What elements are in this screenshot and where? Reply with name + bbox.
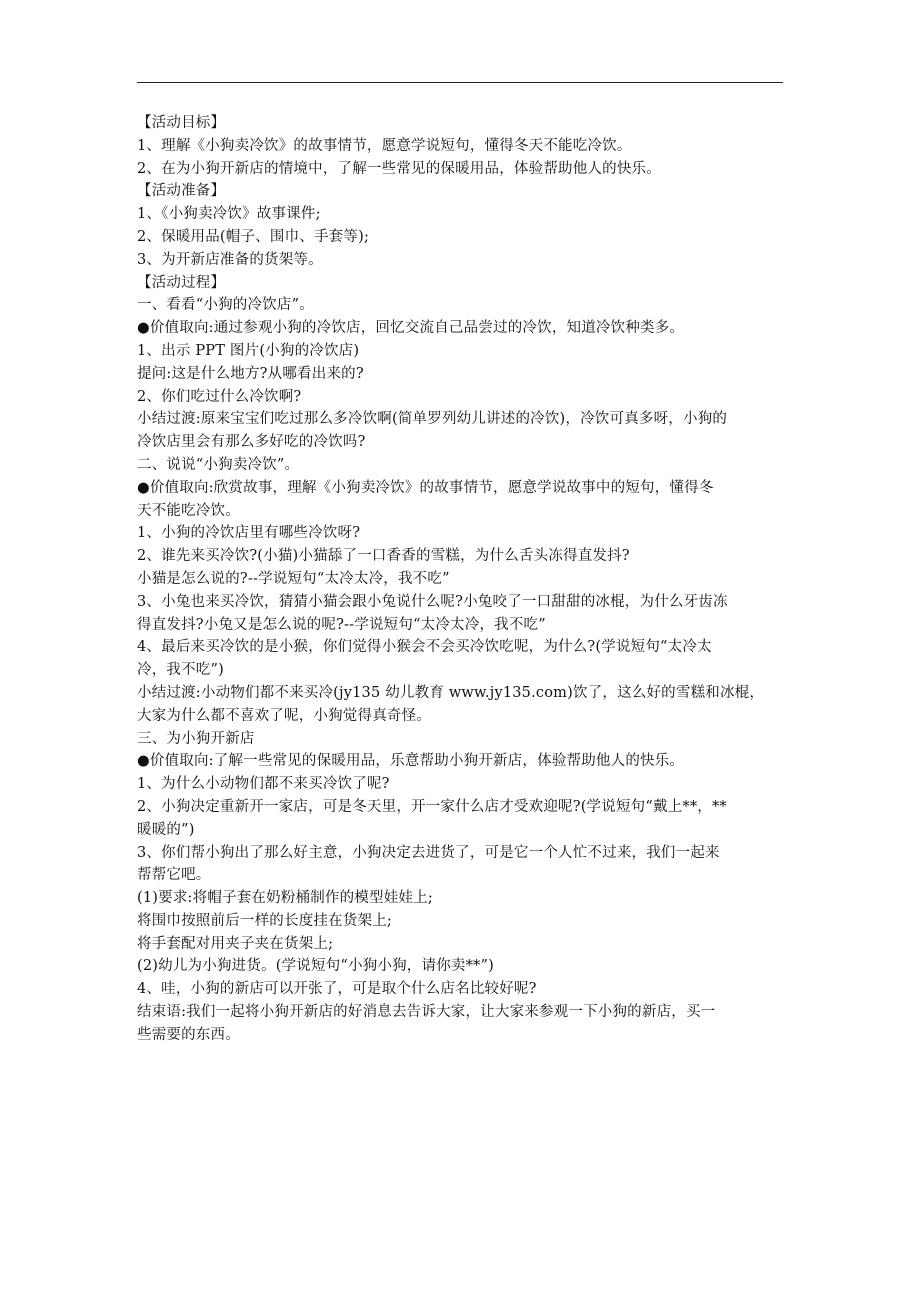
text-line: 暖暖的”) (137, 821, 195, 838)
text-line: 将围巾按照前后一样的长度挂在货架上; (137, 912, 392, 929)
text-line: 2、在为小狗开新店的情境中，了解一些常见的保暖用品，体验帮助他人的快乐。 (137, 160, 661, 177)
text-line: 些需要的东西。 (137, 1026, 240, 1043)
text-line: 一、看看“小狗的冷饮店”。 (137, 297, 314, 314)
text-line: 【活动过程】 (137, 274, 226, 291)
text-line: (2)幼儿为小狗进货。(学说短句“小狗小狗，请你卖**”) (137, 958, 494, 975)
text-line: 1、《小狗卖冷饮》故事课件; (137, 206, 321, 223)
text-line: 小结过渡:小动物们都不来买冷(jy135 幼儿教育 www.jy135.com)饮了，这么好的雪糕和冰棍， (137, 684, 765, 701)
text-line: 1、小狗的冷饮店里有哪些冷饮呀? (137, 525, 361, 542)
text-line: 大家为什么都不喜欢了呢，小狗觉得真奇怪。 (137, 707, 431, 724)
text-line: 【活动准备】 (137, 183, 226, 200)
text-line: 3、为开新店准备的货架等。 (137, 251, 323, 268)
text-line: 小猫是怎么说的?--学说短句“太冷太冷，我不吃” (137, 570, 450, 587)
text-line: 1、出示 PPT 图片(小狗的冷饮店) (137, 342, 360, 359)
text-line: 3、小兔也来买冷饮，猜猜小猫会跟小兔说什么呢?小兔咬了一口甜甜的冰棍，为什么牙齿冻 (137, 593, 728, 610)
text-line: 提问:这是什么地方?从哪看出来的? (137, 365, 364, 382)
text-line: 冷饮店里会有那么多好吃的冷饮吗? (137, 434, 366, 451)
text-line: 帮帮它吧。 (137, 867, 211, 884)
text-line: ●价值取向:通过参观小狗的冷饮店，回忆交流自己品尝过的冷饮，知道冷饮种类多。 (137, 320, 685, 337)
text-line: 得直发抖?小兔又是怎么说的呢?--学说短句“太冷太冷，我不吃” (137, 616, 546, 633)
text-line: 【活动目标】 (137, 115, 226, 131)
text-line: 4、最后来买冷饮的是小猴，你们觉得小猴会不会买冷饮吃呢，为什么?(学说短句“太冷太 (137, 639, 712, 656)
text-line: 4、哇，小狗的新店可以开张了，可是取个什么店名比较好呢? (137, 981, 537, 998)
text-line: 2、保暖用品(帽子、围巾、手套等); (137, 228, 370, 245)
text-line: 小结过渡:原来宝宝们吃过那么多冷饮啊(简单罗列幼儿讲述的冷饮)，冷饮可真多呀，小狗的 (137, 411, 728, 428)
text-line: 冷，我不吃”) (137, 662, 224, 679)
text-line: 2、谁先来买冷饮?(小猫)小猫舔了一口香香的雪糕，为什么舌头冻得直发抖? (137, 548, 630, 565)
text-line: 将手套配对用夹子夹在货架上; (137, 935, 334, 952)
header-rule (137, 82, 783, 83)
text-line: ●价值取向:了解一些常见的保暖用品，乐意帮助小狗开新店，体验帮助他人的快乐。 (137, 753, 685, 770)
text-line: 1、理解《小狗卖冷饮》的故事情节，愿意学说短句，懂得冬天不能吃冷饮。 (137, 137, 632, 154)
text-line: 3、你们帮小狗出了那么好主意，小狗决定去进货了，可是它一个人忙不过来，我们一起来 (137, 844, 720, 861)
text-line: 2、小狗决定重新开一家店，可是冬天里，开一家什么店才受欢迎呢?(学说短句“戴上**，** (137, 798, 727, 815)
document-body (137, 112, 785, 1047)
text-line: 1、为什么小动物们都不来买冷饮了呢? (137, 776, 390, 793)
text-line: 天不能吃冷饮。 (137, 502, 240, 519)
text-line: ●价值取向:欣赏故事，理解《小狗卖冷饮》的故事情节，愿意学说故事中的短句，懂得冬 (137, 479, 714, 496)
text-line: 2、你们吃过什么冷饮啊? (137, 388, 302, 405)
text-line: (1)要求:将帽子套在奶粉桶制作的模型娃娃上; (137, 890, 433, 907)
text-line: 三、为小狗开新店 (137, 730, 255, 747)
text-line: 二、说说“小狗卖冷饮”。 (137, 456, 300, 473)
text-line: 结束语:我们一起将小狗开新店的好消息去告诉大家，让大家来参观一下小狗的新店，买一 (137, 1004, 716, 1021)
